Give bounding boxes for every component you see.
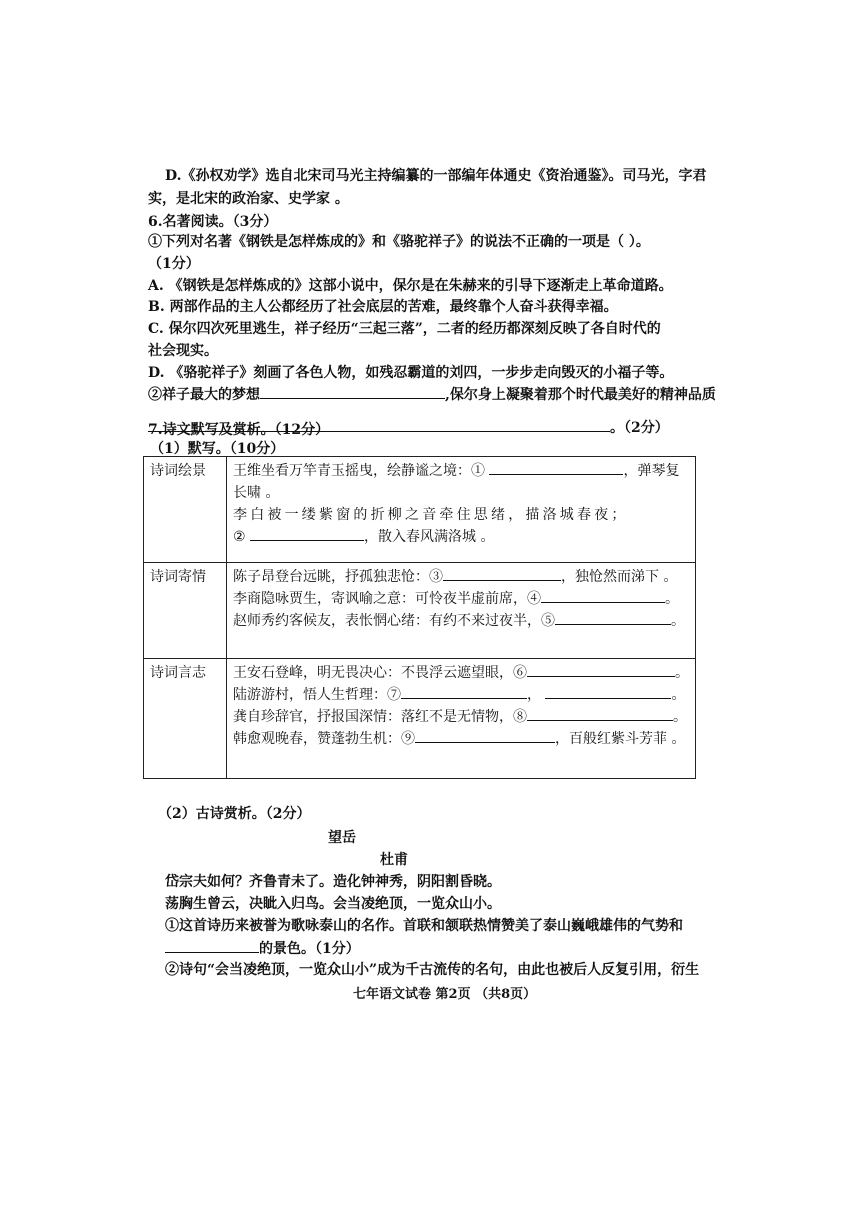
q7-q2-line1: ②诗句“会当凌绝顶，一览众山小”成为千古流传的名句，由此也被后人反复引用，衍生: [165, 962, 700, 978]
q6-option-b: B. 两部作品的主人公都经历了社会底层的苦难，最终靠个人奋斗获得幸福。: [148, 299, 618, 315]
answer-blank-4[interactable]: [541, 588, 665, 603]
table-row: [144, 457, 696, 563]
category-cell: 诗词寄情: [144, 563, 227, 659]
category-cell: 诗词言志: [144, 659, 227, 779]
answer-blank-2[interactable]: [250, 526, 364, 541]
table-row: [144, 563, 696, 659]
q7-title: 7.诗文默写及赏析。（12分）: [148, 422, 330, 438]
q7-sub2-title: （2）古诗赏析。（2分）: [158, 806, 311, 822]
category-cell: 诗词绘景: [144, 457, 227, 563]
q6-option-a: A. 《钢铁是怎样炼成的》这部小说中，保尔是在朱赫来的引导下逐渐走上革命道路。: [148, 278, 673, 294]
recitation-table: [143, 456, 696, 779]
answer-blank-dream[interactable]: [260, 384, 445, 399]
q6-option-d: D. 《骆驼祥子》刻画了各色人物，如残忍霸道的刘四，一步步走向毁灭的小福子等。: [148, 365, 674, 381]
q6-option-c-line2: 社会现实。: [148, 343, 218, 359]
q6-sub1-line2: （1分）: [148, 256, 200, 272]
answer-blank-1[interactable]: [489, 460, 623, 475]
q6-title: 6.名著阅读。（3分）: [148, 214, 278, 230]
q7-q1-line1: ①这首诗历来被誉为歌咏泰山的名作。首联和颔联热情赞美了泰山巍峨雄伟的气势和: [165, 918, 683, 934]
answer-blank-scenery[interactable]: [165, 938, 259, 953]
content-cell: 陈子昂登台远眺，抒孤独悲怆：③ ，独怆然而涕下 。 李商隐咏贾生，寄讽喻之意：可怜夜半虚前席，④ 。 赵师秀约客候友，表怅惘心绪：有约不来过夜半，⑤ 。: [227, 563, 696, 659]
answer-blank-6[interactable]: [527, 662, 675, 677]
answer-blank-9[interactable]: [415, 728, 555, 743]
q5-option-d-line1: D.《孙权劝学》选自北宋司马光主持编纂的一部编年体通史《资治通鉴》。司马光，字君: [165, 168, 707, 184]
q6-sub2-end: 。（2分）: [610, 420, 669, 436]
content-cell: 王维坐看万竿青玉摇曳，绘静谧之境：① ，弹琴复 长啸 。 李白被一缕紫窗的折柳之音牵住思绪，描洛城春夜； ② ，散入春风满洛城 。: [227, 457, 696, 563]
q6-sub2-line: [148, 384, 716, 405]
poem-line-2: 荡胸生曾云，决眦入归鸟。会当凌绝顶，一览众山小。: [165, 896, 501, 912]
poem-line-1: 岱宗夫如何？齐鲁青未了。造化钟神秀，阴阳割昏晓。: [165, 874, 501, 890]
answer-blank-5[interactable]: [555, 610, 671, 625]
poem-title: 望岳: [328, 830, 356, 846]
q6-sub2-part2: ,保尔身上凝聚着那个时代最美好的精神品质: [445, 387, 716, 403]
page-footer: 七年语文试卷 第2页 （共8页）: [353, 987, 537, 1002]
content-cell: 王安石登峰，明无畏决心：不畏浮云遮望眼，⑥ 。 陆游游村，悟人生哲理：⑦ ， 。 龚自珍辞官，抒报国深情：落红不是无情物，⑧ 。 韩愈观晚春，赞蓬勃生机：⑨ ，百般红紫斗芳菲 。: [227, 659, 696, 779]
table-row: [144, 659, 696, 779]
answer-blank-7b[interactable]: [545, 684, 671, 699]
q6-sub2-part1: ②祥子最大的梦想: [148, 387, 260, 403]
q6-option-c-line1: C. 保尔四次死里逃生，祥子经历“三起三落”，二者的经历都深刻反映了各自时代的: [148, 321, 661, 337]
answer-blank-3[interactable]: [443, 566, 561, 581]
q5-option-d-line2: 实，是北宋的政治家、史学家 。: [148, 191, 349, 207]
poem-author: 杜甫: [380, 852, 408, 868]
q7-q1-line2: 的景色。（1分）: [165, 938, 360, 959]
q7-sub1-title: （1）默写。（10分）: [150, 441, 285, 457]
answer-blank-7a[interactable]: [401, 684, 527, 699]
answer-blank-8[interactable]: [527, 706, 673, 721]
q6-sub1-line1: ①下列对名著《钢铁是怎样炼成的》和《骆驼祥子》的说法不正确的一项是（ ）。: [148, 234, 650, 250]
